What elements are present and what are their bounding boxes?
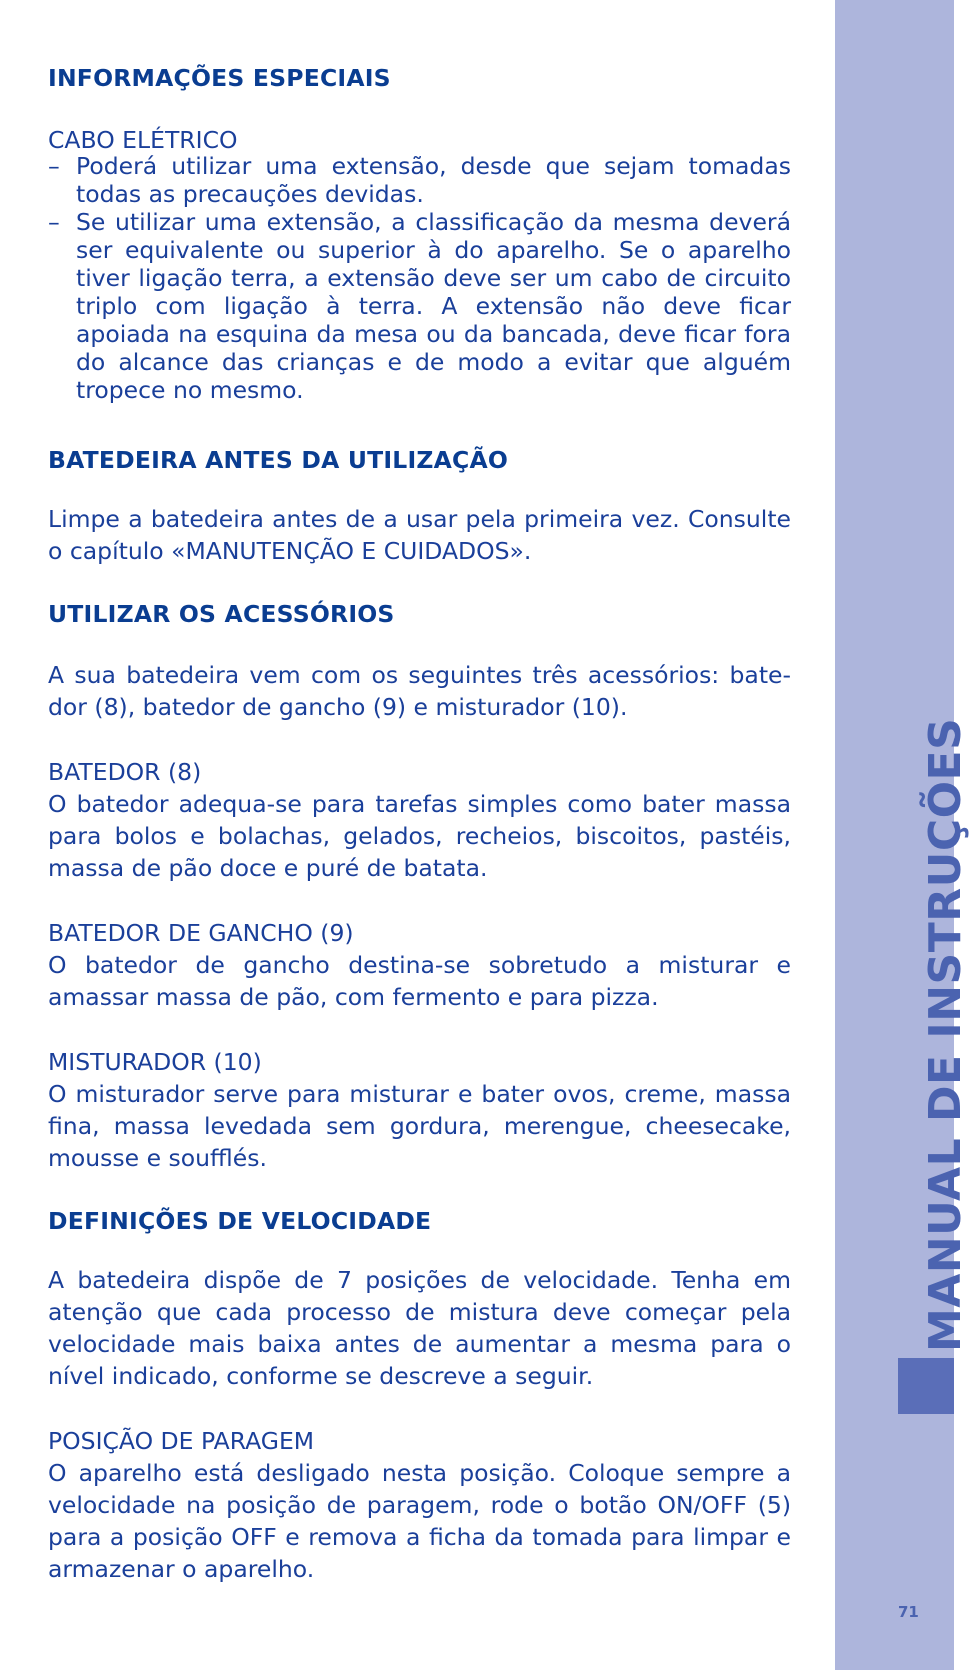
dash-marker: – <box>48 208 60 236</box>
side-tab-accent-block <box>898 1358 954 1414</box>
dash-marker: – <box>48 152 60 180</box>
heading-speed: DEFINIÇÕES DE VELOCIDADE <box>48 1207 432 1235</box>
cable-list <box>48 152 791 404</box>
page-content <box>48 62 791 1585</box>
beater-text: O batedor adequa-se para tarefas simples como bater massa para bolos e bolachas, gelados, recheios, biscoitos, pastéis, massa de pão doce e puré de batata. <box>48 790 791 882</box>
cable-title: CABO ELÉTRICO <box>48 126 238 154</box>
heading-before-use: BATEDEIRA ANTES DA UTILIZAÇÃO <box>48 446 509 474</box>
accessories-intro: A sua batedeira vem com os seguintes três acessórios: batedor (8), batedor de gancho (9) e misturador (10). <box>48 661 791 721</box>
stop-text: O aparelho está desligado nesta posição. Coloque sempre a velocidade na posição de paragem, rode o botão ON/OFF (5) para a posição OFF e remova a ficha da tomada para limpar e armazenar o aparelho. <box>48 1459 791 1583</box>
heading-accessories: UTILIZAR OS ACESSÓRIOS <box>48 600 395 628</box>
list-item <box>48 208 791 404</box>
cable-bullet-1: Poderá utilizar uma extensão, desde que sejam tomadas todas as precauções devidas. <box>76 152 791 208</box>
cable-bullet-2: Se utilizar uma extensão, a classificação da mesma deverá ser equivalente ou superior à do aparelho. Se o aparelho tiver ligação terra, a extensão deve ser um cabo de circuito triplo com ligação à terra. A extensão não deve ficar apoiada na esquina da mesa ou da bancada, deve ficar fora do alcance das crianças e de modo a evitar que alguém tropece no mesmo. <box>76 208 791 404</box>
heading-special-info: INFORMAÇÕES ESPECIAIS <box>48 64 391 92</box>
mixer-title: MISTURADOR (10) <box>48 1048 262 1076</box>
speed-text: A batedeira dispõe de 7 posições de velocidade. Tenha em atenção que cada processo de mistura deve começar pela velocidade mais baixa antes de aumentar a mesma para o nível indicado, conforme se descreve a seguir. <box>48 1266 791 1390</box>
list-item <box>48 152 791 208</box>
hook-title: BATEDOR DE GANCHO (9) <box>48 919 354 947</box>
sidebar-title: MANUAL DE INSTRUÇÕES <box>920 717 971 1352</box>
beater-title: BATEDOR (8) <box>48 758 202 786</box>
mixer-text: O misturador serve para misturar e bater ovos, creme, massa fina, massa levedada sem gordura, merengue, cheesecake, mousse e soufflés. <box>48 1080 791 1172</box>
page-number: 71 <box>898 1603 919 1621</box>
stop-title: POSIÇÃO DE PARAGEM <box>48 1427 315 1455</box>
hook-text: O batedor de gancho destina-se sobretudo a misturar e amassar massa de pão, com fermento e para pizza. <box>48 951 791 1011</box>
before-use-text: Limpe a batedeira antes de a usar pela primeira vez. Consulte o capítulo «MANUTENÇÃO E CUIDADOS». <box>48 505 791 565</box>
